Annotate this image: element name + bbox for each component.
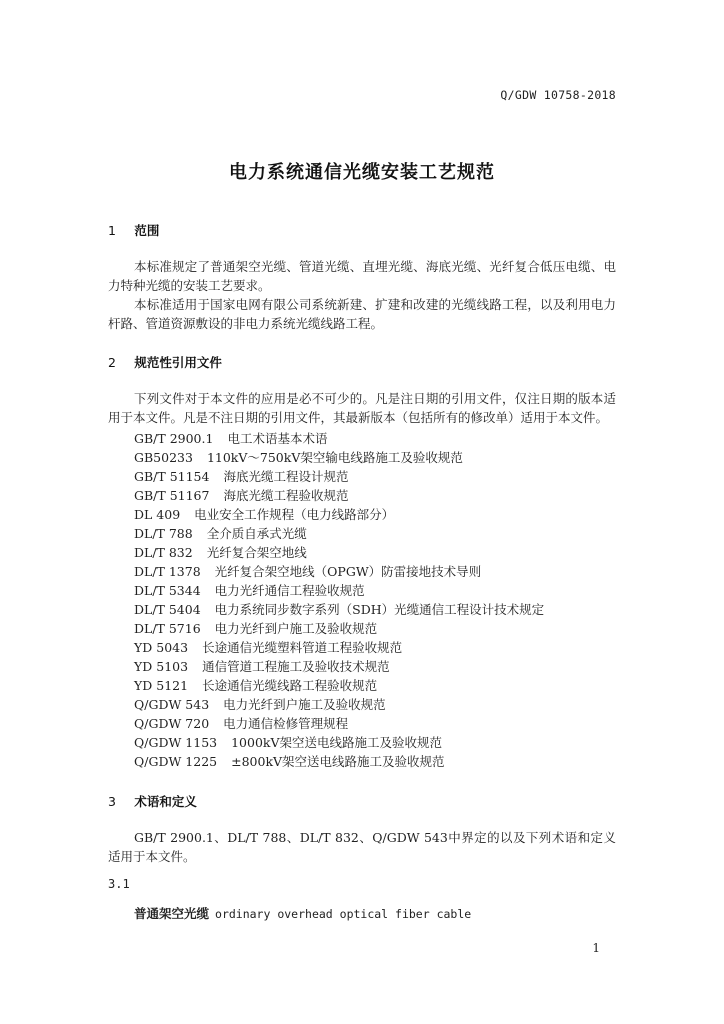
list-item	[134, 562, 544, 581]
reference-code: DL/T 832	[134, 545, 193, 560]
list-item	[134, 638, 544, 657]
reference-code: DL/T 788	[134, 526, 193, 541]
list-item	[134, 524, 544, 543]
list-item	[134, 657, 544, 676]
section-title: 规范性引用文件	[134, 355, 222, 370]
term-entry	[134, 904, 471, 922]
reference-title: 1000kV架空送电线路施工及验收规范	[231, 735, 443, 750]
reference-title: 海底光缆工程设计规范	[223, 469, 349, 484]
reference-title: 电力系统同步数字系列（SDH）光缆通信工程设计技术规定	[214, 602, 545, 617]
term-chinese: 普通架空光缆	[134, 906, 210, 921]
reference-list	[134, 429, 544, 771]
reference-code: YD 5043	[134, 640, 189, 655]
reference-title: 全介质自承式光缆	[206, 526, 307, 541]
reference-code: DL/T 5404	[134, 602, 201, 617]
list-item	[134, 429, 544, 448]
reference-title: 电业安全工作规程（电力线路部分）	[194, 507, 395, 522]
reference-code: DL/T 1378	[134, 564, 201, 579]
document-title: 电力系统通信光缆安装工艺规范	[229, 162, 495, 183]
standard-code: Q/GDW 10758-2018	[500, 88, 616, 102]
section-1-heading	[108, 221, 159, 239]
section-3-heading	[108, 792, 197, 810]
section-number: 1	[108, 223, 116, 238]
list-item	[134, 752, 544, 771]
reference-code: GB/T 2900.1	[134, 431, 214, 446]
list-item	[134, 505, 544, 524]
reference-code: Q/GDW 720	[134, 716, 210, 731]
reference-title: 电力通信检修管理规程	[223, 716, 349, 731]
scope-paragraph-1: 本标准规定了普通架空光缆、管道光缆、直埋光缆、海底光缆、光纤复合低压电缆、电力特种光缆的安装工艺要求。	[108, 259, 616, 293]
reference-title: 长途通信光缆线路工程验收规范	[202, 678, 378, 693]
list-item	[134, 600, 544, 619]
reference-code: Q/GDW 1225	[134, 754, 218, 769]
terms-intro: GB/T 2900.1、DL/T 788、DL/T 832、Q/GDW 543中界定的以及下列术语和定义适用于本文件。	[108, 830, 616, 864]
list-item	[134, 714, 544, 733]
reference-code: GB/T 51154	[134, 469, 210, 484]
reference-title: 电力光纤到户施工及验收规范	[214, 621, 378, 636]
reference-code: YD 5103	[134, 659, 189, 674]
reference-code: DL 409	[134, 507, 181, 522]
term-english: ordinary overhead optical fiber cable	[215, 907, 472, 921]
reference-title: 长途通信光缆塑料管道工程验收规范	[202, 640, 403, 655]
page-number: 1	[592, 941, 600, 955]
list-item	[134, 733, 544, 752]
references-intro: 下列文件对于本文件的应用是必不可少的。凡是注日期的引用文件，仅注日期的版本适用于本文件。凡是不注日期的引用文件，其最新版本（包括所有的修改单）适用于本文件。	[108, 391, 616, 425]
reference-title: 海底光缆工程验收规范	[223, 488, 349, 503]
list-item	[134, 486, 544, 505]
reference-code: Q/GDW 543	[134, 697, 210, 712]
reference-title: 通信管道工程施工及验收技术规范	[202, 659, 390, 674]
reference-title: ±800kV架空送电线路施工及验收规范	[231, 754, 445, 769]
reference-code: GB50233	[134, 450, 193, 465]
list-item	[134, 543, 544, 562]
reference-title: 电力光纤通信工程验收规范	[214, 583, 365, 598]
reference-code: DL/T 5716	[134, 621, 201, 636]
scope-paragraph-2: 本标准适用于国家电网有限公司系统新建、扩建和改建的光缆线路工程，以及利用电力杆路、管道资源敷设的非电力系统光缆线路工程。	[108, 297, 616, 331]
subsection-number: 3.1	[108, 877, 130, 891]
reference-code: Q/GDW 1153	[134, 735, 218, 750]
reference-title: 电工术语基本术语	[227, 431, 328, 446]
list-item	[134, 448, 544, 467]
reference-title: 电力光纤到户施工及验收规范	[223, 697, 386, 712]
reference-title: 光纤复合架空地线	[206, 545, 307, 560]
list-item	[134, 467, 544, 486]
list-item	[134, 581, 544, 600]
list-item	[134, 695, 544, 714]
reference-title: 光纤复合架空地线（OPGW）防雷接地技术导则	[214, 564, 482, 579]
list-item	[134, 619, 544, 638]
reference-title: 110kV～750kV架空输电线路施工及验收规范	[206, 450, 463, 465]
section-number: 3	[108, 794, 116, 809]
section-title: 术语和定义	[134, 794, 197, 809]
reference-code: DL/T 5344	[134, 583, 201, 598]
reference-code: GB/T 51167	[134, 488, 210, 503]
list-item	[134, 676, 544, 695]
reference-code: YD 5121	[134, 678, 189, 693]
section-2-heading	[108, 353, 222, 371]
section-title: 范围	[134, 223, 160, 238]
section-number: 2	[108, 355, 116, 370]
